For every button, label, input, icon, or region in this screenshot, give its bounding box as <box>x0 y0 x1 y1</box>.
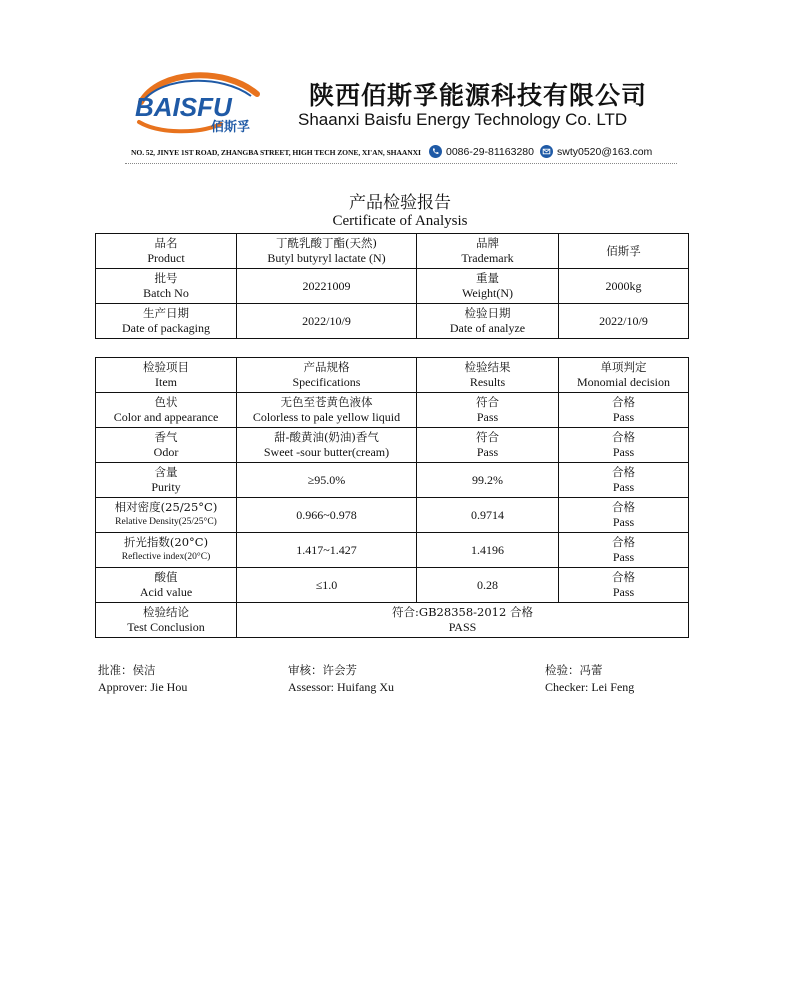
weight-label: 重量 Weight(N) <box>417 269 559 304</box>
conclusion-label: 检验结论 Test Conclusion <box>96 603 237 638</box>
table-row <box>96 498 689 533</box>
trademark-value: 佰斯孚 <box>559 234 689 269</box>
spec-cell: 无色至苍黄色液体 Colorless to pale yellow liquid <box>237 393 417 428</box>
batch-value: 20221009 <box>237 269 417 304</box>
table-row <box>96 463 689 498</box>
item-cell: 相对密度(25/25°C) Relative Density(25/25°C) <box>96 498 237 533</box>
approver-signature: 批准：侯洁 Approver: Jie Hou <box>98 663 188 694</box>
company-name-en: Shaanxi Baisfu Energy Technology Co. LTD <box>298 110 628 129</box>
spec-cell: ≤1.0 <box>237 568 417 603</box>
decision-cell: 合格 Pass <box>559 498 689 533</box>
assessor-signature: 审核：许会芳 Assessor: Huifang Xu <box>288 663 394 694</box>
table-header-row <box>96 358 689 393</box>
table-row <box>96 568 689 603</box>
baisfu-logo <box>129 68 279 138</box>
header-results: 检验结果 Results <box>417 358 559 393</box>
email-icon <box>540 145 553 158</box>
doc-title-cn: 产品检验报告 <box>349 193 451 213</box>
decision-cell: 合格 Pass <box>559 463 689 498</box>
result-cell: 99.2% <box>417 463 559 498</box>
batch-label: 批号 Batch No <box>96 269 237 304</box>
header-decision: 单项判定 Monomial decision <box>559 358 689 393</box>
phone-contact <box>429 145 534 158</box>
decision-cell: 合格 Pass <box>559 568 689 603</box>
item-cell: 折光指数(20°C) Reflective index(20°C) <box>96 533 237 568</box>
product-value: 丁酰乳酸丁酯(天然) Butyl butyryl lactate (N) <box>237 234 417 269</box>
result-cell: 符合 Pass <box>417 393 559 428</box>
item-cell: 香气 Odor <box>96 428 237 463</box>
company-name-cn: 陕西佰斯孚能源科技有限公司 <box>309 81 648 110</box>
header-item: 检验项目 Item <box>96 358 237 393</box>
conclusion-value: 符合:GB28358-2012 合格 PASS <box>237 603 689 638</box>
item-cell: 含量 Purity <box>96 463 237 498</box>
item-cell: 色状 Color and appearance <box>96 393 237 428</box>
result-cell: 0.28 <box>417 568 559 603</box>
spec-cell: 甜-酸黄油(奶油)香气 Sweet -sour butter(cream) <box>237 428 417 463</box>
decision-cell: 合格 Pass <box>559 393 689 428</box>
decision-cell: 合格 Pass <box>559 428 689 463</box>
analysis-table <box>95 357 689 638</box>
table-row <box>96 533 689 568</box>
packaging-date-value: 2022/10/9 <box>237 304 417 339</box>
product-info-table <box>95 233 689 339</box>
product-label: 品名 Product <box>96 234 237 269</box>
spec-cell: 1.417~1.427 <box>237 533 417 568</box>
item-cell: 酸值 Acid value <box>96 568 237 603</box>
table-row <box>96 304 689 339</box>
phone-number: 0086-29-81163280 <box>446 145 534 158</box>
logo-wordmark: BAISFU <box>135 92 232 122</box>
analyze-date-value: 2022/10/9 <box>559 304 689 339</box>
result-cell: 1.4196 <box>417 533 559 568</box>
table-row <box>96 234 689 269</box>
logo-cn: 佰斯孚 <box>211 120 251 135</box>
doc-title-en: Certificate of Analysis <box>332 213 468 229</box>
header-divider <box>125 163 677 164</box>
conclusion-row <box>96 603 689 638</box>
weight-value: 2000kg <box>559 269 689 304</box>
checker-signature: 检验：冯蕾 Checker: Lei Feng <box>545 663 635 694</box>
company-address: NO. 52, JINYE 1ST ROAD, ZHANGBA STREET, HIGH TECH ZONE, XI'AN, SHAANXI <box>131 148 421 157</box>
trademark-label: 品牌 Trademark <box>417 234 559 269</box>
table-row <box>96 428 689 463</box>
email-address: swty0520@163.com <box>557 145 653 158</box>
table-row <box>96 393 689 428</box>
letterhead <box>125 62 685 172</box>
result-cell: 符合 Pass <box>417 428 559 463</box>
result-cell: 0.9714 <box>417 498 559 533</box>
email-contact <box>540 145 652 158</box>
decision-cell: 合格 Pass <box>559 533 689 568</box>
spec-cell: 0.966~0.978 <box>237 498 417 533</box>
spec-cell: ≥95.0% <box>237 463 417 498</box>
table-row <box>96 269 689 304</box>
packaging-date-label: 生产日期 Date of packaging <box>96 304 237 339</box>
header-specifications: 产品规格 Specifications <box>237 358 417 393</box>
analyze-date-label: 检验日期 Date of analyze <box>417 304 559 339</box>
phone-icon <box>429 145 442 158</box>
